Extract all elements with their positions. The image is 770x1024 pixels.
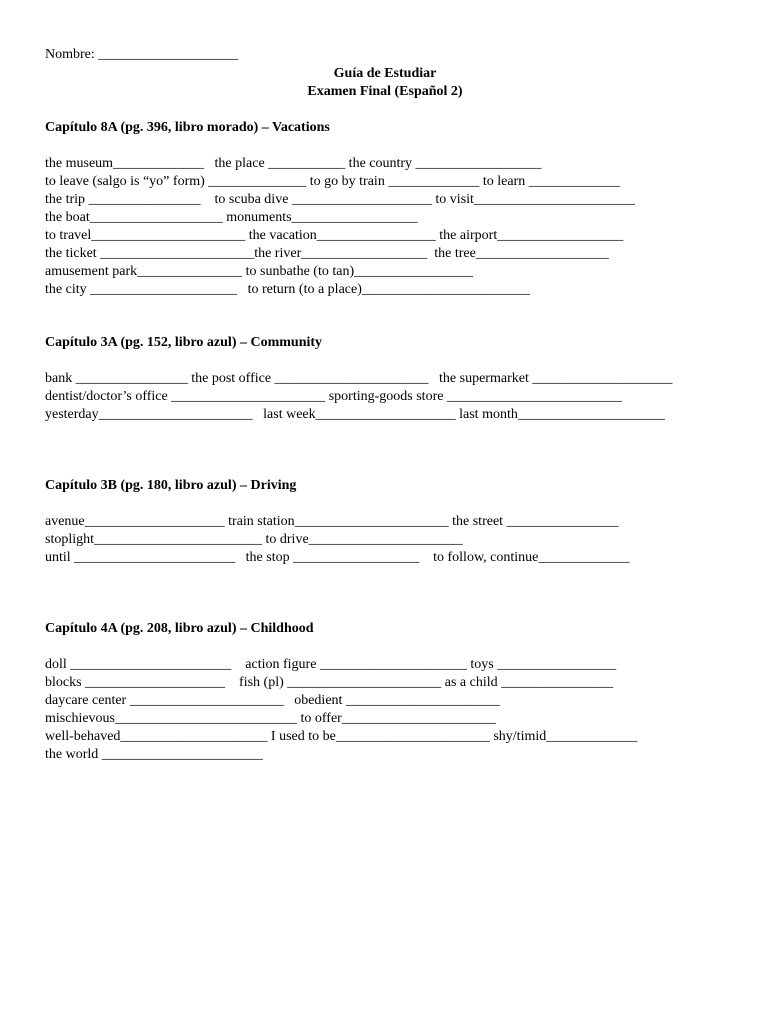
section-heading: Capítulo 3B (pg. 180, libro azul) – Driving <box>45 478 297 493</box>
vocab-line: the city _____________________ to return (to a place)________________________ <box>45 282 530 297</box>
vocab-line: well-behaved_____________________ I used to be______________________ shy/timid_____________ <box>45 729 638 744</box>
vocab-line: the trip ________________ to scuba dive ____________________ to visit_______________________ <box>45 192 635 207</box>
vocab-line: the boat___________________ monuments__________________ <box>45 210 418 225</box>
title-block <box>35 65 735 101</box>
vocab-line: until _______________________ the stop __________________ to follow, continue_____________ <box>45 550 630 565</box>
vocab-line: dentist/doctor’s office ______________________ sporting-goods store _________________________ <box>45 389 622 404</box>
section-heading: Capítulo 8A (pg. 396, libro morado) – Vacations <box>45 120 330 135</box>
section-heading: Capítulo 4A (pg. 208, libro azul) – Childhood <box>45 621 314 636</box>
document-title: Guía de Estudiar <box>333 66 437 81</box>
name-field-line: Nombre: ____________________ <box>45 47 239 62</box>
vocab-line: to travel______________________ the vacation_________________ the airport__________________ <box>45 228 624 243</box>
vocab-line: daycare center ______________________ obedient ______________________ <box>45 693 500 708</box>
vocab-line: stoplight________________________ to drive______________________ <box>45 532 463 547</box>
vocab-list <box>45 155 735 299</box>
vocab-line: to leave (salgo is “yo” form) ______________ to go by train _____________ to learn _____________ <box>45 174 620 189</box>
vocab-line: mischievous__________________________ to offer______________________ <box>45 711 496 726</box>
document-page <box>45 46 735 764</box>
vocab-line: bank ________________ the post office ______________________ the supermarket ____________________ <box>45 371 673 386</box>
vocab-line: doll _______________________ action figure _____________________ toys _________________ <box>45 657 617 672</box>
vocab-line: the museum_____________ the place ___________ the country __________________ <box>45 156 542 171</box>
vocab-list <box>45 370 735 424</box>
vocab-line: the ticket ______________________the river__________________ the tree___________________ <box>45 246 609 261</box>
vocab-line: amusement park_______________ to sunbathe (to tan)_________________ <box>45 264 474 279</box>
section-childhood <box>45 620 735 764</box>
vocab-line: blocks ____________________ fish (pl) ______________________ as a child ________________ <box>45 675 614 690</box>
section-community <box>45 334 735 424</box>
vocab-line: the world _______________________ <box>45 747 263 762</box>
document-subtitle: Examen Final (Español 2) <box>307 84 463 99</box>
vocab-list <box>45 513 735 567</box>
vocab-list <box>45 656 735 764</box>
section-driving <box>45 477 735 567</box>
section-heading: Capítulo 3A (pg. 152, libro azul) – Community <box>45 335 323 350</box>
section-vacations <box>45 119 735 299</box>
vocab-line: avenue____________________ train station______________________ the street ________________ <box>45 514 619 529</box>
vocab-line: yesterday______________________ last week____________________ last month_____________________ <box>45 407 665 422</box>
